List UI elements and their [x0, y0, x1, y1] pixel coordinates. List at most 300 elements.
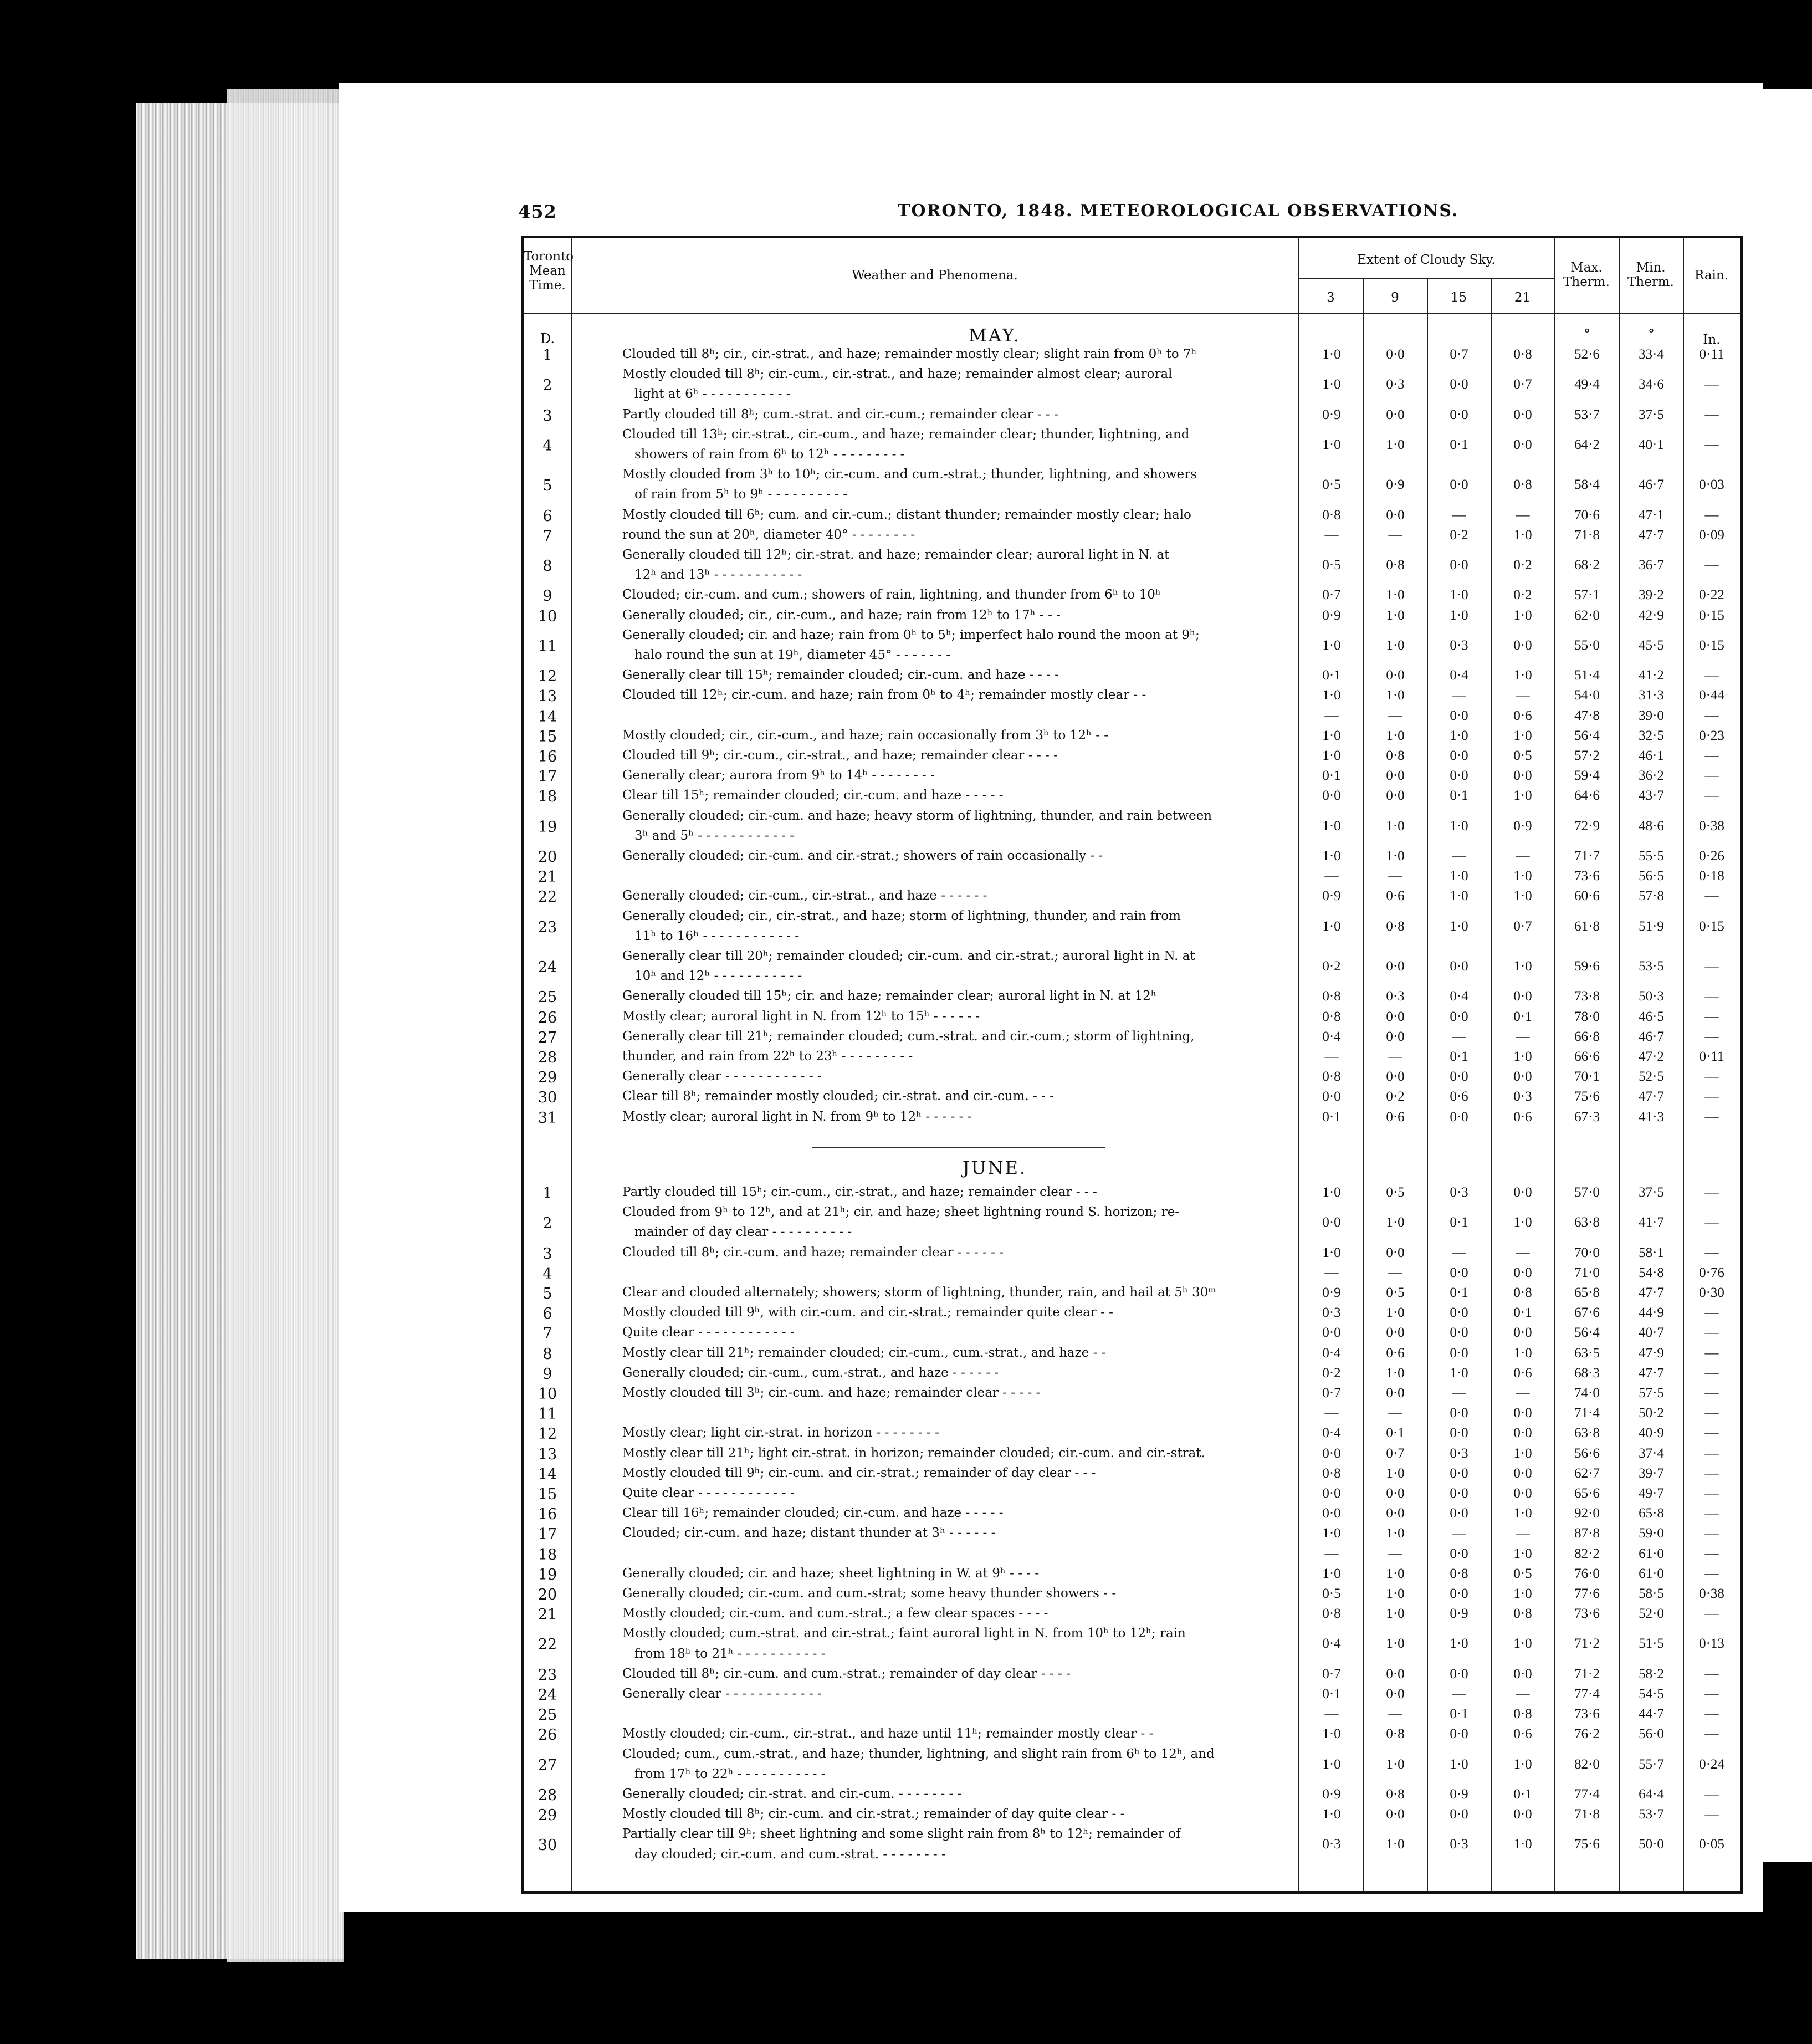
table-row [524, 1586, 1740, 1606]
day-number: 30 [538, 1837, 557, 1854]
min-therm-value: 43·7 [1639, 788, 1664, 804]
cloud-9h-value: 0·0 [1386, 668, 1405, 683]
cloud-21h-value: 0·0 [1513, 1486, 1532, 1501]
rain-value: 0·15 [1699, 918, 1724, 934]
cloud-9h-value: 1·0 [1386, 1756, 1405, 1772]
cloud-15h-value: 0·3 [1450, 637, 1468, 653]
cloud-21h-value: 0·0 [1513, 1465, 1532, 1481]
max-therm-value: 76·2 [1574, 1726, 1600, 1742]
weather-text: Generally clouded; cir., cir.-strat., and haze; storm of lightning, thunder, and rain from [622, 908, 1181, 923]
cloud-21h-value: 0·9 [1513, 818, 1532, 834]
day-number: 3 [542, 1245, 552, 1263]
cloud-3h-value: 1·0 [1322, 637, 1341, 653]
weather-text: Generally clouded; cir. and haze; sheet lightning in W. at 9ʰ - - - - [622, 1566, 1040, 1581]
min-therm-value: 58·2 [1639, 1666, 1664, 1682]
cloud-15h-value: 1·0 [1450, 607, 1468, 623]
rain-value: 0·30 [1699, 1285, 1724, 1300]
max-therm-value: 73·6 [1574, 1706, 1600, 1722]
cloud-3h-value: 1·0 [1322, 818, 1341, 834]
cloud-21h-value: 1·0 [1513, 527, 1532, 543]
rain-value: — [1704, 1706, 1719, 1722]
min-therm-value: 58·1 [1639, 1245, 1664, 1260]
cloud-3h-value: 0·1 [1322, 1687, 1341, 1701]
cloud-9h-value: 0·6 [1386, 888, 1405, 904]
table-row [524, 1687, 1740, 1706]
table-row [524, 1406, 1740, 1425]
table-row [524, 1466, 1740, 1486]
max-therm-value: 70·0 [1574, 1245, 1600, 1260]
cloud-3h-value: 1·0 [1322, 1526, 1341, 1541]
table-row [524, 1265, 1740, 1285]
min-therm-value: 39·7 [1639, 1465, 1664, 1481]
day-number: 27 [538, 1756, 557, 1774]
cloud-9h-value: 0·6 [1386, 1345, 1405, 1361]
weather-text: Mostly clouded; cir., cir.-cum., and haze; rain occasionally from 3ʰ to 12ʰ - - [622, 728, 1109, 743]
table-row [524, 1446, 1740, 1466]
cloud-21h-value: 0·8 [1513, 347, 1532, 362]
rain-value: — [1704, 1526, 1719, 1541]
header-rain: Rain. [1694, 268, 1729, 283]
max-therm-value: 59·6 [1574, 959, 1600, 974]
cloud-3h-value: 0·5 [1322, 558, 1341, 573]
day-number: 16 [538, 1506, 557, 1524]
min-therm-value: 39·2 [1639, 587, 1664, 603]
table-row [524, 1667, 1740, 1687]
cloud-9h-value: 0·3 [1386, 989, 1405, 1004]
weather-text: Mostly clouded till 9ʰ; cir.-cum. and cir.-strat.; remainder of day clear - - - [622, 1465, 1096, 1480]
cloud-9h-value: 1·0 [1386, 728, 1405, 743]
day-number: 5 [542, 477, 552, 495]
cloud-9h-value: 1·0 [1386, 1305, 1405, 1321]
rain-value: — [1704, 989, 1719, 1004]
cloud-21h-value: 0·6 [1513, 708, 1532, 723]
cloud-21h-value: 0·5 [1513, 1566, 1532, 1581]
day-number: 1 [542, 1185, 552, 1202]
rain-value: — [1704, 708, 1719, 723]
weather-text: 11ʰ to 16ʰ - - - - - - - - - - - - [634, 928, 800, 943]
rain-value: — [1704, 558, 1719, 573]
day-number: 1 [542, 347, 552, 364]
min-therm-value: 46·1 [1639, 748, 1664, 763]
max-therm-value: 58·4 [1574, 477, 1600, 493]
cloud-15h-value: 0·0 [1450, 1465, 1468, 1481]
day-number: 14 [538, 708, 557, 725]
min-therm-value: 34·6 [1639, 377, 1664, 392]
max-therm-value: 66·8 [1574, 1029, 1600, 1044]
rain-value: — [1704, 1606, 1719, 1622]
cloud-3h-value: 0·8 [1322, 1606, 1341, 1622]
rain-value: 0·76 [1699, 1265, 1724, 1280]
min-therm-value: 47·7 [1639, 1365, 1664, 1381]
day-number: 19 [538, 818, 557, 836]
cloud-3h-value: 0·3 [1322, 1837, 1341, 1852]
cloud-3h-value: 0·4 [1322, 1029, 1341, 1044]
cloud-15h-value: 1·0 [1450, 888, 1468, 904]
cloud-15h-value: 0·0 [1450, 1726, 1468, 1742]
cloud-21h-value: 0·1 [1513, 1305, 1532, 1321]
cloud-3h-value: 0·1 [1322, 768, 1341, 784]
max-therm-value: 63·5 [1574, 1345, 1600, 1361]
max-therm-value: 72·9 [1574, 818, 1600, 834]
cloud-21h-value: 1·0 [1513, 1445, 1532, 1461]
table-row [524, 949, 1740, 989]
unit-deg-min: ° [1648, 327, 1655, 341]
weather-text: Mostly clouded; cir.-cum., cir.-strat., and haze until 11ʰ; remainder mostly clear - - [622, 1726, 1154, 1741]
day-number: 17 [538, 1526, 557, 1544]
cloud-15h-value: 0·0 [1450, 1486, 1468, 1501]
cloud-15h-value: — [1452, 1687, 1466, 1701]
weather-text: mainder of day clear - - - - - - - - - - [634, 1225, 852, 1240]
cloud-21h-value: 1·0 [1513, 788, 1532, 804]
weather-text: Generally clouded; cir., cir.-cum., and haze; rain from 12ʰ to 17ʰ - - - [622, 607, 1061, 622]
max-therm-value: 53·7 [1574, 407, 1600, 422]
cloud-21h-value: 0·6 [1513, 1726, 1532, 1742]
day-number: 23 [538, 918, 557, 936]
cloud-9h-value: 0·5 [1386, 1285, 1405, 1300]
max-therm-value: 75·6 [1574, 1837, 1600, 1852]
cloud-15h-value: 0·0 [1450, 558, 1468, 573]
min-therm-value: 44·9 [1639, 1305, 1664, 1321]
max-therm-value: 62·0 [1574, 607, 1600, 623]
page-title: TORONTO, 1848. METEOROLOGICAL OBSERVATIONS. [898, 201, 1459, 221]
max-therm-value: 87·8 [1574, 1526, 1600, 1541]
rain-value: — [1704, 1425, 1719, 1441]
weather-text: Clear and clouded alternately; showers; storm of lightning, thunder, rain, and hail at 5ʰ 30ᵐ [622, 1285, 1216, 1300]
table-row [524, 849, 1740, 868]
cloud-3h-value: 0·9 [1322, 607, 1341, 623]
weather-text: Generally clouded; cir.-cum. and cir.-strat.; showers of rain occasionally - - [622, 849, 1103, 863]
cloud-3h-value: 0·0 [1322, 1486, 1341, 1501]
cloud-3h-value: — [1324, 868, 1339, 884]
cloud-21h-value: 1·0 [1513, 1756, 1532, 1772]
cloud-21h-value: 0·0 [1513, 1185, 1532, 1200]
cloud-3h-value: 0·9 [1322, 407, 1341, 422]
cloud-15h-value: 0·0 [1450, 1305, 1468, 1321]
max-therm-value: 56·6 [1574, 1445, 1600, 1461]
cloud-15h-value: 0·0 [1450, 1506, 1468, 1521]
cloud-9h-value: 1·0 [1386, 849, 1405, 863]
cloud-9h-value: 0·0 [1386, 1506, 1405, 1521]
rain-value: — [1704, 1089, 1719, 1105]
day-number: 13 [538, 688, 557, 706]
weather-text: Clouded till 13ʰ; cir.-strat., cir.-cum., and haze; remainder clear; thunder, lightning, and [622, 427, 1190, 442]
weather-text: showers of rain from 6ʰ to 12ʰ - - - - - - - - - [634, 447, 905, 462]
max-therm-value: 92·0 [1574, 1506, 1600, 1521]
rain-value: — [1704, 437, 1719, 452]
table-row [524, 1366, 1740, 1386]
table-row [524, 407, 1740, 427]
max-therm-value: 73·6 [1574, 1606, 1600, 1622]
cloud-9h-value: 0·0 [1386, 1666, 1405, 1682]
min-therm-value: 53·5 [1639, 959, 1664, 974]
cloud-9h-value: 0·0 [1386, 1325, 1405, 1341]
min-therm-value: 40·9 [1639, 1425, 1664, 1441]
rain-value: — [1704, 1245, 1719, 1260]
day-number: 7 [542, 527, 552, 545]
cloud-15h-value: — [1452, 849, 1466, 863]
cloud-21h-value: 1·0 [1513, 868, 1532, 884]
cloud-9h-value: 0·0 [1386, 1069, 1405, 1085]
max-therm-value: 63·8 [1574, 1425, 1600, 1441]
day-number: 17 [538, 768, 557, 786]
weather-text: Generally clouded; cir.-strat. and cir.-cum. - - - - - - - - [622, 1787, 962, 1801]
cloud-15h-value: 0·0 [1450, 1807, 1468, 1822]
rain-value: 0·15 [1699, 637, 1724, 653]
cloud-3h-value: 0·8 [1322, 1009, 1341, 1024]
cloud-9h-value: 1·0 [1386, 1526, 1405, 1541]
cloud-15h-value: 0·0 [1450, 768, 1468, 784]
day-number: 14 [538, 1465, 557, 1483]
day-number: 8 [542, 558, 552, 575]
header-cloudy-sky: Extent of Cloudy Sky. [1357, 253, 1496, 267]
max-therm-value: 74·0 [1574, 1386, 1600, 1401]
max-therm-value: 47·8 [1574, 708, 1600, 723]
day-number: 19 [538, 1566, 557, 1583]
min-therm-value: 56·5 [1639, 868, 1664, 884]
cloud-3h-value: 1·0 [1322, 1566, 1341, 1581]
cloud-3h-value: 0·8 [1322, 1465, 1341, 1481]
weather-text: Partially clear till 9ʰ; sheet lightning and some slight rain from 8ʰ to 12ʰ; remainder of [622, 1827, 1181, 1842]
cloud-3h-value: 1·0 [1322, 1245, 1341, 1260]
header-time: Toronto Mean Time. [524, 249, 574, 293]
weather-text: from 18ʰ to 21ʰ - - - - - - - - - - - [634, 1646, 826, 1661]
cloud-9h-value: 0·0 [1386, 1029, 1405, 1044]
cloud-21h-value: 0·1 [1513, 1009, 1532, 1024]
weather-text: Mostly clouded till 3ʰ; cir.-cum. and haze; remainder clear - - - - - [622, 1386, 1041, 1400]
weather-text: Generally clear till 15ʰ; remainder clouded; cir.-cum. and haze - - - - [622, 668, 1059, 683]
day-number: 26 [538, 1726, 557, 1744]
cloud-9h-value: 0·1 [1386, 1425, 1405, 1441]
cloud-9h-value: 1·0 [1386, 587, 1405, 603]
max-therm-value: 77·6 [1574, 1586, 1600, 1601]
cloud-9h-value: 1·0 [1386, 1465, 1405, 1481]
max-therm-value: 64·2 [1574, 437, 1600, 452]
weather-text: Clear till 8ʰ; remainder mostly clouded; cir.-strat. and cir.-cum. - - - [622, 1089, 1054, 1104]
weather-text: Generally clear - - - - - - - - - - - - [622, 1069, 822, 1084]
cloud-3h-value: 0·3 [1322, 1305, 1341, 1321]
table-row [524, 1305, 1740, 1325]
cloud-21h-value: 0·0 [1513, 1265, 1532, 1280]
day-number: 30 [538, 1089, 557, 1107]
day-number: 25 [538, 1706, 557, 1724]
max-therm-value: 62·7 [1574, 1465, 1600, 1481]
header-hour-3: 3 [1327, 290, 1335, 305]
weather-text: 3ʰ and 5ʰ - - - - - - - - - - - - [634, 828, 795, 843]
day-number: 15 [538, 728, 557, 745]
weather-text: Partly clouded till 15ʰ; cir.-cum., cir.-strat., and haze; remainder clear - - - [622, 1185, 1097, 1199]
day-number: 10 [538, 607, 557, 625]
rain-value: — [1704, 1787, 1719, 1802]
cloud-9h-value: 0·0 [1386, 1486, 1405, 1501]
rain-value: 0·15 [1699, 607, 1724, 623]
weather-text: Mostly clouded till 6ʰ; cum. and cir.-cum.; distant thunder; remainder mostly clear; halo [622, 507, 1191, 522]
min-therm-value: 32·5 [1639, 728, 1664, 743]
max-therm-value: 49·4 [1574, 377, 1600, 392]
weather-text: Mostly clear till 21ʰ; remainder clouded; cir.-cum., cum.-strat., and haze - - [622, 1345, 1106, 1360]
cloud-15h-value: 0·9 [1450, 1787, 1468, 1802]
table-row [524, 1110, 1740, 1130]
cloud-15h-value: 0·0 [1450, 377, 1468, 392]
rain-value: — [1704, 1069, 1719, 1085]
table-row [524, 809, 1740, 849]
max-therm-value: 82·2 [1574, 1546, 1600, 1561]
min-therm-value: 55·7 [1639, 1756, 1664, 1772]
table-row [524, 989, 1740, 1009]
table-row [524, 1205, 1740, 1245]
table-row [524, 1566, 1740, 1586]
min-therm-value: 65·8 [1639, 1506, 1664, 1521]
day-number: 23 [538, 1666, 557, 1684]
header-hour-15: 15 [1450, 290, 1467, 305]
cloud-21h-value: 1·0 [1513, 668, 1532, 683]
cloud-3h-value: 0·5 [1322, 1586, 1341, 1601]
rain-value: 0·18 [1699, 868, 1724, 884]
cloud-15h-value: 0·0 [1450, 477, 1468, 493]
day-number: 16 [538, 748, 557, 765]
min-therm-value: 41·7 [1639, 1215, 1664, 1230]
table-row [524, 1346, 1740, 1366]
weather-text: Mostly clouded till 8ʰ; cir.-cum., cir.-strat., and haze; remainder almost clear; auroral [622, 367, 1173, 382]
table-row [524, 728, 1740, 748]
max-therm-value: 57·1 [1574, 587, 1600, 603]
cloud-9h-value: 0·0 [1386, 788, 1405, 804]
rain-value: — [1704, 1386, 1719, 1401]
min-therm-value: 61·0 [1639, 1546, 1664, 1561]
table-row [524, 1726, 1740, 1746]
rain-value: 0·11 [1699, 1049, 1724, 1064]
weather-text: Clear till 15ʰ; remainder clouded; cir.-cum. and haze - - - - - [622, 788, 1004, 803]
day-number: 12 [538, 668, 557, 686]
rain-value: — [1704, 1185, 1719, 1200]
max-therm-value: 54·0 [1574, 688, 1600, 703]
weather-text: Mostly clear; auroral light in N. from 12ʰ to 15ʰ - - - - - - [622, 1009, 980, 1024]
table-row [524, 528, 1740, 548]
cloud-15h-value: 0·0 [1450, 1546, 1468, 1561]
cloud-3h-value: 0·4 [1322, 1345, 1341, 1361]
weather-text: Generally clouded; cir.-cum., cum.-strat., and haze - - - - - - [622, 1365, 999, 1380]
day-number: 12 [538, 1425, 557, 1443]
min-therm-value: 37·4 [1639, 1445, 1664, 1461]
min-therm-value: 51·5 [1639, 1636, 1664, 1652]
day-number: 4 [542, 1265, 552, 1282]
cloud-21h-value: 0·8 [1513, 1706, 1532, 1722]
max-therm-value: 71·7 [1574, 849, 1600, 863]
cloud-3h-value: 0·0 [1322, 788, 1341, 804]
table-row [524, 347, 1740, 367]
max-therm-value: 71·8 [1574, 1807, 1600, 1822]
month-may: MAY. [969, 325, 1021, 346]
rain-value: — [1704, 1726, 1719, 1742]
cloud-9h-value: 1·0 [1386, 1586, 1405, 1601]
max-therm-value: 57·2 [1574, 748, 1600, 763]
max-therm-value: 67·3 [1574, 1109, 1600, 1125]
weather-text: Partly clouded till 8ʰ; cum.-strat. and cir.-cum.; remainder clear - - - [622, 407, 1058, 422]
cloud-15h-value: 0·1 [1450, 1285, 1468, 1300]
max-therm-value: 68·2 [1574, 558, 1600, 573]
table-row [524, 367, 1740, 407]
table-row [524, 748, 1740, 768]
header-min-therm: Min. Therm. [1627, 260, 1674, 289]
weather-text: round the sun at 20ʰ, diameter 40° - - - - - - - - [622, 527, 915, 542]
header-rule [524, 313, 1740, 314]
day-number: 13 [538, 1445, 557, 1463]
weather-text: Mostly clouded till 8ʰ; cir.-cum. and cir.-strat.; remainder of day quite clear - - [622, 1807, 1125, 1822]
cloud-9h-value: 0·8 [1386, 1726, 1405, 1742]
cloud-21h-value: 0·8 [1513, 477, 1532, 493]
cloud-3h-value: — [1324, 1406, 1339, 1421]
cloud-21h-value: 1·0 [1513, 1506, 1532, 1521]
rain-value: — [1704, 888, 1719, 904]
min-therm-value: 41·3 [1639, 1109, 1664, 1125]
table-row [524, 608, 1740, 628]
day-number: 28 [538, 1787, 557, 1804]
min-therm-value: 44·7 [1639, 1706, 1664, 1722]
table-row [524, 628, 1740, 668]
weather-text: Quite clear - - - - - - - - - - - - [622, 1486, 795, 1500]
day-number: 22 [538, 888, 557, 906]
cloud-3h-value: 0·8 [1322, 507, 1341, 523]
weather-text: Mostly clear; auroral light in N. from 9ʰ to 12ʰ - - - - - - [622, 1109, 972, 1124]
cloud-15h-value: — [1452, 1526, 1466, 1541]
cloud-3h-value: 0·7 [1322, 1386, 1341, 1401]
max-therm-value: 56·4 [1574, 728, 1600, 743]
cloud-3h-value: 0·1 [1322, 1109, 1341, 1125]
cloud-9h-value: — [1388, 1406, 1402, 1421]
day-number: 5 [542, 1285, 552, 1302]
cloud-9h-value: 0·0 [1386, 1386, 1405, 1401]
min-therm-value: 53·7 [1639, 1807, 1664, 1822]
table-row [524, 688, 1740, 708]
rain-value: — [1704, 1406, 1719, 1421]
min-therm-value: 33·4 [1639, 347, 1664, 362]
cloud-15h-value: 0·4 [1450, 989, 1468, 1004]
cloud-15h-value: 0·0 [1450, 1666, 1468, 1682]
book-page-edges-inner [227, 89, 344, 1962]
weather-text: Mostly clear till 21ʰ; light cir.-strat. in horizon; remainder clouded; cir.-cum. and cir.-strat. [622, 1445, 1205, 1460]
cloud-15h-value: — [1452, 507, 1466, 523]
rain-value: — [1704, 1365, 1719, 1381]
rain-value: 0·22 [1699, 587, 1724, 603]
weather-text: Mostly clouded till 9ʰ, with cir.-cum. and cir.-strat.; remainder quite clear - - [622, 1305, 1113, 1320]
rain-value: — [1704, 1009, 1719, 1024]
cloud-9h-value: — [1388, 708, 1402, 723]
cloud-3h-value: 1·0 [1322, 688, 1341, 703]
rain-value: — [1704, 1807, 1719, 1822]
observations-table [521, 236, 1743, 1894]
cloud-21h-value: 0·5 [1513, 748, 1532, 763]
rain-value: — [1704, 1109, 1719, 1125]
cloud-9h-value: 0·0 [1386, 768, 1405, 784]
day-number: 2 [542, 1215, 552, 1233]
max-therm-value: 70·1 [1574, 1069, 1600, 1085]
cloud-3h-value: 0·8 [1322, 1069, 1341, 1085]
cloud-9h-value: 1·0 [1386, 818, 1405, 834]
facing-page-strip [1762, 89, 1812, 1862]
cloud-3h-value: 0·7 [1322, 1666, 1341, 1682]
rain-value: — [1704, 507, 1719, 523]
max-therm-value: 52·6 [1574, 347, 1600, 362]
day-number: 3 [542, 407, 552, 425]
cloud-15h-value: — [1452, 1386, 1466, 1401]
day-number: 9 [542, 1365, 552, 1383]
cloud-3h-value: — [1324, 1706, 1339, 1722]
min-therm-value: 50·3 [1639, 989, 1664, 1004]
cloud-21h-value: 1·0 [1513, 728, 1532, 743]
min-therm-value: 47·7 [1639, 527, 1664, 543]
cloud-9h-value: 1·0 [1386, 1636, 1405, 1652]
cloud-15h-value: 0·3 [1450, 1445, 1468, 1461]
day-number: 28 [538, 1049, 557, 1066]
